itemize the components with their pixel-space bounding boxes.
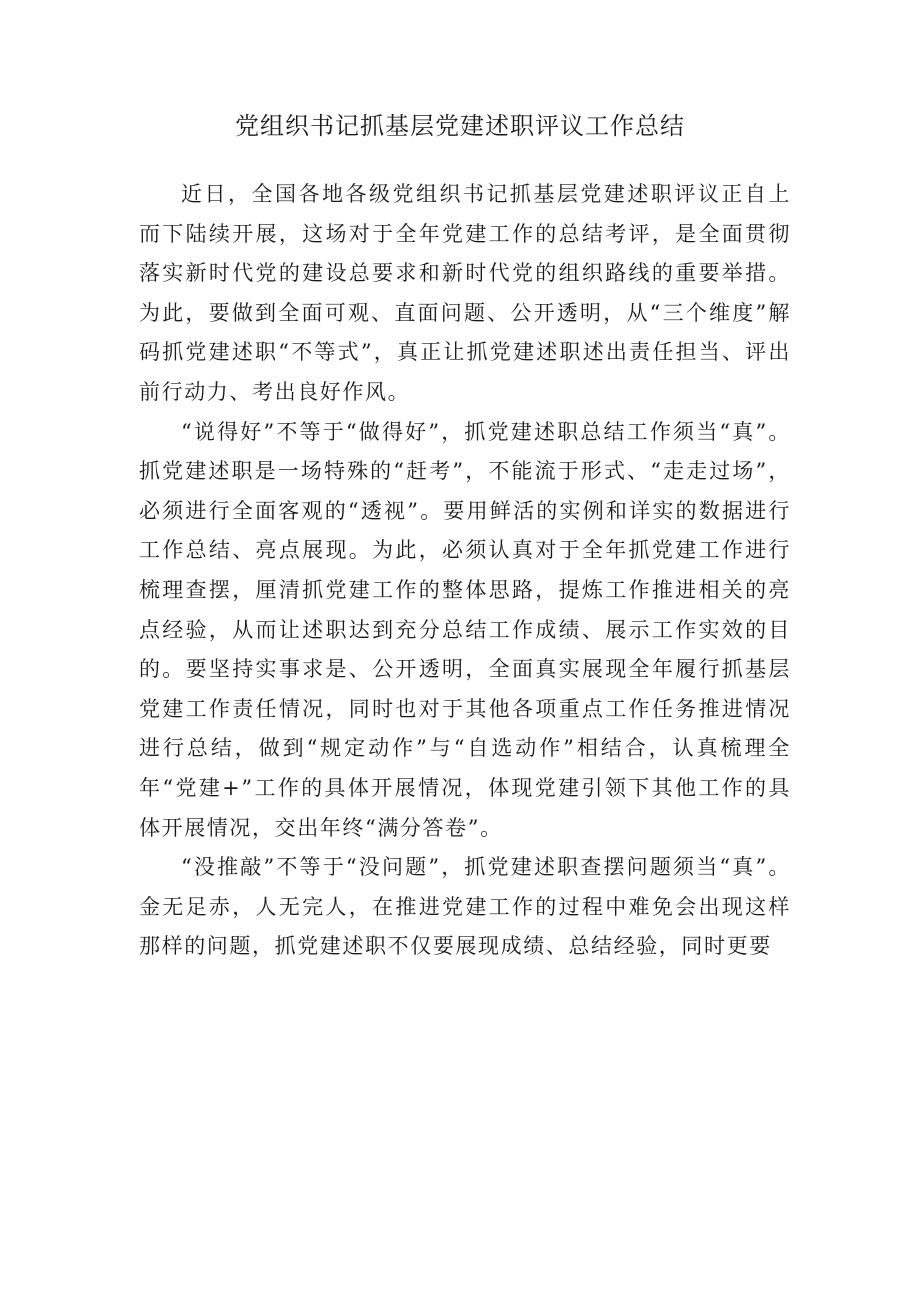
document-title: 党组织书记抓基层党建述职评议工作总结 [235, 112, 685, 140]
document-body [139, 175, 791, 967]
paragraph-find-problems: “没推敲”不等于“没问题”，抓党建述职查摆问题须当“真”。金无足赤，人无完人，在推进党建工作的过程中难免会出现这样那样的问题，抓党建述职不仅要展现成绩、总结经验，同时更要 [139, 855, 791, 959]
paragraph-intro: 近日，全国各地各级党组织书记抓基层党建述职评议正自上而下陆续开展，这场对于全年党建工作的总结考评，是全面贯彻落实新时代党的建设总要求和新时代党的组织路线的重要举措。为此，要做到全面可观、直面问题、公开透明，从“三个维度”解码抓党建述职“不等式”，真正让抓党建述职述出责任担当、评出前行动力、考出良好作风。 [139, 182, 791, 404]
paragraph-summary-work: “说得好”不等于“做得好”，抓党建述职总结工作须当“真”。抓党建述职是一场特殊的“赶考”，不能流于形式、“走走过场”，必须进行全面客观的“透视”。要用鲜活的实例和详实的数据进行工作总结、亮点展现。为此，必须认真对于全年抓党建工作进行梳理查摆，厘清抓党建工作的整体思路，提炼工作推进相关的亮点经验，从而让述职达到充分总结工作成绩、展示工作实效的目的。要坚持实事求是、公开透明，全面真实展现全年履行抓基层党建工作责任情况，同时也对于其他各项重点工作任务推进情况进行总结，做到“规定动作”与“自选动作”相结合，认真梳理全年“党建+”工作的具体开展情况，体现党建引领下其他工作的具体开展情况，交出年终“满分答卷”。 [139, 419, 791, 840]
